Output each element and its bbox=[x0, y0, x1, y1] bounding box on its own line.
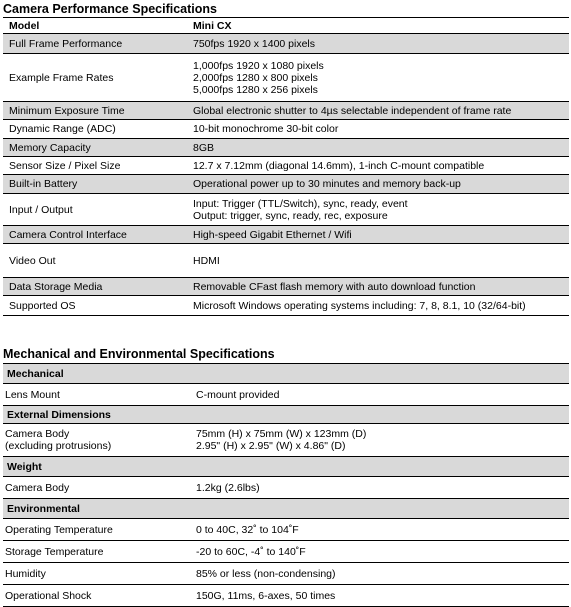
subsection-header bbox=[3, 457, 569, 477]
model-header-row bbox=[3, 18, 569, 34]
spec-row bbox=[3, 120, 569, 139]
subsection-title: Weight bbox=[3, 457, 569, 477]
performance-section-title: Camera Performance Specifications bbox=[3, 2, 217, 16]
spec-value: 85% or less (non-condensing) bbox=[193, 563, 569, 585]
spec-label: Input / Output bbox=[3, 194, 190, 226]
spec-value: High-speed Gigabit Ethernet / Wifi bbox=[190, 226, 569, 244]
spec-value bbox=[193, 424, 569, 457]
spec-row bbox=[3, 519, 569, 541]
spec-value-line: 2.95" (H) x 2.95" (W) x 4.86" (D) bbox=[196, 440, 346, 452]
subsection-header bbox=[3, 406, 569, 424]
spec-value: Removable CFast flash memory with auto download function bbox=[190, 278, 569, 296]
spec-row bbox=[3, 296, 569, 316]
spec-row bbox=[3, 278, 569, 296]
spec-label: Data Storage Media bbox=[3, 278, 190, 296]
spec-row bbox=[3, 175, 569, 194]
spec-label: Sensor Size / Pixel Size bbox=[3, 157, 190, 175]
spec-label: Built-in Battery bbox=[3, 175, 190, 194]
subsection-title: Mechanical bbox=[3, 364, 569, 384]
spec-value: Operational power up to 30 minutes and memory back-up bbox=[190, 175, 569, 194]
model-header-label: Model bbox=[3, 18, 190, 34]
spec-value-line: Input: Trigger (TTL/Switch), sync, ready, event bbox=[193, 197, 408, 210]
spec-row bbox=[3, 384, 569, 406]
spec-row bbox=[3, 424, 569, 457]
spec-row bbox=[3, 226, 569, 244]
spec-row bbox=[3, 541, 569, 563]
spec-value: Global electronic shutter to 4µs selectable independent of frame rate bbox=[190, 102, 569, 120]
subsection-title: External Dimensions bbox=[3, 406, 569, 424]
spec-value bbox=[190, 54, 569, 102]
spec-label: Operating Temperature bbox=[3, 519, 193, 541]
spec-value: -20 to 60C, -4˚ to 140˚F bbox=[193, 541, 569, 563]
spec-row bbox=[3, 194, 569, 226]
spec-label: Memory Capacity bbox=[3, 139, 190, 157]
spec-label: Operational Shock bbox=[3, 585, 193, 607]
spec-row bbox=[3, 244, 569, 278]
spec-label: Video Out bbox=[3, 244, 190, 278]
spec-value-line: 2,000fps 1280 x 800 pixels bbox=[193, 71, 318, 84]
spec-value-line: 75mm (H) x 75mm (W) x 123mm (D) bbox=[196, 428, 367, 440]
spec-row bbox=[3, 477, 569, 499]
spec-label-line: (excluding protrusions) bbox=[5, 440, 112, 452]
spec-value: 12.7 x 7.12mm (diagonal 14.6mm), 1-inch C-mount compatible bbox=[190, 157, 569, 175]
model-header-value: Mini CX bbox=[190, 18, 569, 34]
spec-row bbox=[3, 54, 569, 102]
subsection-title: Environmental bbox=[3, 499, 569, 519]
spec-label: Camera Control Interface bbox=[3, 226, 190, 244]
spec-label-line: Camera Body bbox=[5, 428, 70, 440]
spec-value: 150G, 11ms, 6-axes, 50 times bbox=[193, 585, 569, 607]
spec-label bbox=[3, 424, 193, 457]
spec-value: C-mount provided bbox=[193, 384, 569, 406]
spec-value-line: Output: trigger, sync, ready, rec, exposure bbox=[193, 209, 388, 222]
spec-value: Microsoft Windows operating systems including: 7, 8, 8.1, 10 (32/64-bit) bbox=[190, 296, 569, 316]
spec-value: 8GB bbox=[190, 139, 569, 157]
spec-row bbox=[3, 139, 569, 157]
spec-label: Full Frame Performance bbox=[3, 34, 190, 54]
spec-label: Minimum Exposure Time bbox=[3, 102, 190, 120]
spec-label: Humidity bbox=[3, 563, 193, 585]
spec-label: Example Frame Rates bbox=[3, 54, 190, 102]
spec-row bbox=[3, 102, 569, 120]
spec-value-line: 1,000fps 1920 x 1080 pixels bbox=[193, 59, 324, 72]
spec-value: HDMI bbox=[190, 244, 569, 278]
spec-label: Lens Mount bbox=[3, 384, 193, 406]
spec-label: Dynamic Range (ADC) bbox=[3, 120, 190, 139]
spec-value: 0 to 40C, 32˚ to 104˚F bbox=[193, 519, 569, 541]
spec-row bbox=[3, 563, 569, 585]
spec-value: 10-bit monochrome 30-bit color bbox=[190, 120, 569, 139]
spec-label: Camera Body bbox=[3, 477, 193, 499]
spec-label: Storage Temperature bbox=[3, 541, 193, 563]
spec-value: 750fps 1920 x 1400 pixels bbox=[190, 34, 569, 54]
mechanical-section-title: Mechanical and Environmental Specifications bbox=[3, 347, 275, 361]
mechanical-spec-table bbox=[3, 363, 569, 607]
spec-row bbox=[3, 157, 569, 175]
subsection-header bbox=[3, 499, 569, 519]
spec-value-line: 5,000fps 1280 x 256 pixels bbox=[193, 83, 318, 96]
spec-value bbox=[190, 194, 569, 226]
spec-label: Supported OS bbox=[3, 296, 190, 316]
spec-row bbox=[3, 34, 569, 54]
performance-spec-table bbox=[3, 17, 569, 316]
spec-row bbox=[3, 585, 569, 607]
spec-value: 1.2kg (2.6lbs) bbox=[193, 477, 569, 499]
subsection-header bbox=[3, 364, 569, 384]
